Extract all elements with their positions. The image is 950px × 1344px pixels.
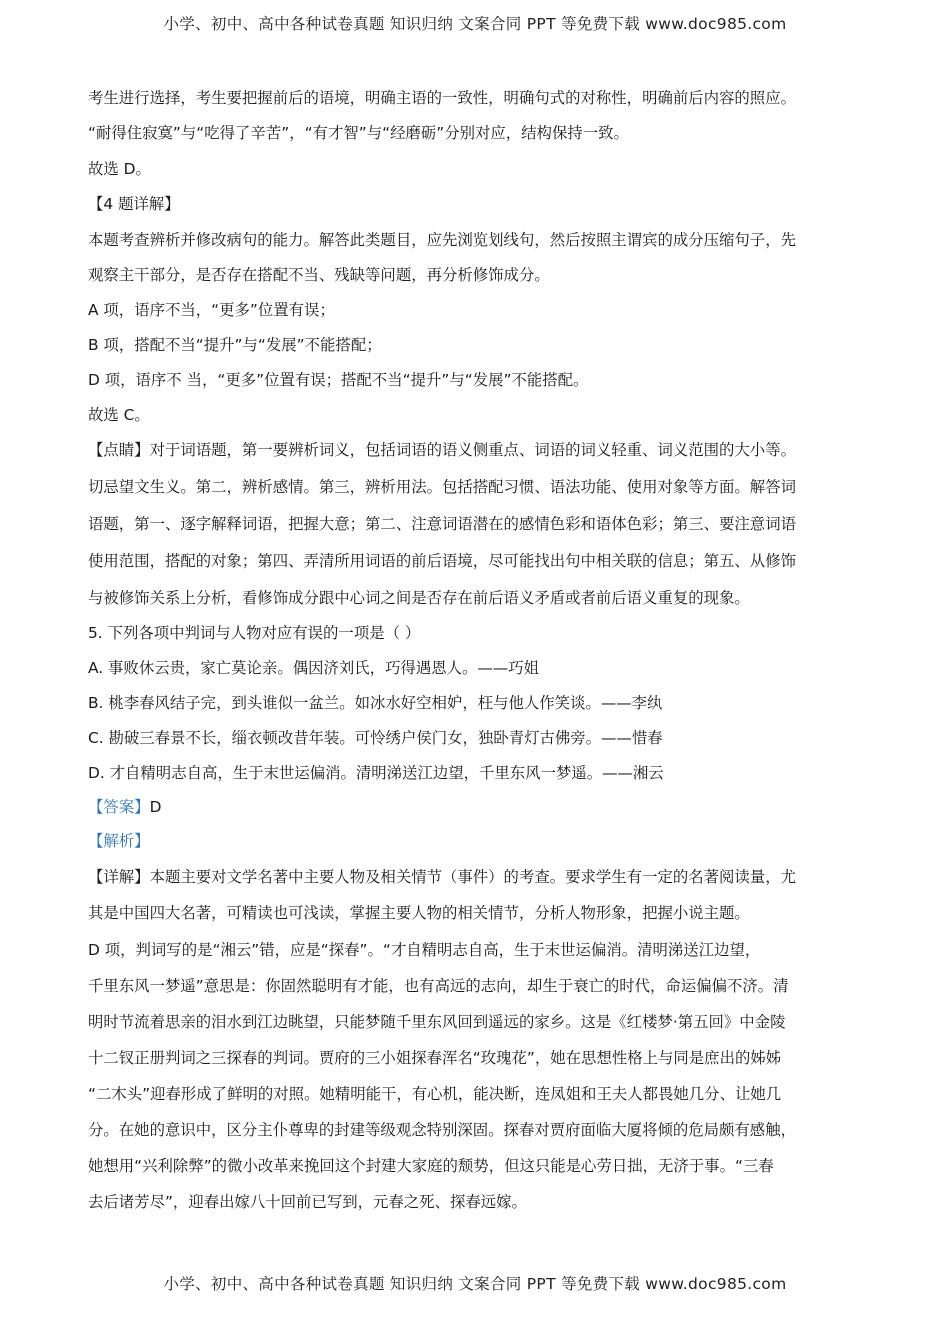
q4-tip-line-3: 语题，第一、逐字解释词语，把握大意；第二、注意词语潜在的感情色彩和语体色彩；第三、要注意词语 xyxy=(88,515,796,533)
q3-explanation-line-2: “耐得住寂寞”与“吃得了辛苦”，“有才智”与“经磨砺”分别对应，结构保持一致。 xyxy=(88,124,629,142)
q5-option-b: B. 桃李春风结子完，到头谁似一盆兰。如冰水好空相妒，枉与他人作笑谈。——李纨 xyxy=(88,694,663,712)
q5-detail-line-4: 千里东风一梦遥”意思是：你固然聪明有才能，也有高远的志向，却生于衰亡的时代，命运偏偏不济。清 xyxy=(88,977,789,995)
q4-tip-line-2: 切忌望文生义。第二，辨析感情。第三，辨析用法。包括搭配习惯、语法功能、使用对象等方面。解答词 xyxy=(88,478,796,496)
q4-heading: 【4 题详解】 xyxy=(88,195,180,213)
q4-option-d-analysis: D 项，语序不 当，“更多”位置有误；搭配不当“提升”与“发展”不能搭配。 xyxy=(88,371,589,389)
q5-detail-line-5: 明时节流着思亲的泪水到江边眺望，只能梦随千里东风回到遥远的家乡。这是《红楼梦·第五回》中金陵 xyxy=(88,1013,786,1031)
q5-detail-line-8: 分。在她的意识中，区分主仆尊卑的封建等级观念特别深固。探春对贾府面临大厦将倾的危局颇有感触， xyxy=(88,1121,796,1139)
q5-detail-line-1: 【详解】本题主要对文学名著中主要人物及相关情节（事件）的考查。要求学生有一定的名著阅读量，尤 xyxy=(88,868,796,886)
q4-tip-line-4: 使用范围，搭配的对象；第四、弄清所用词语的前后语境，尽可能找出句中相关联的信息；第五、从修饰 xyxy=(88,552,796,570)
q4-tip-line-5: 与被修饰关系上分析，看修饰成分跟中心词之间是否存在前后语义矛盾或者前后语义重复的现象。 xyxy=(88,589,750,607)
q5-option-a: A. 事败休云贵，家亡莫论亲。偶因济刘氏，巧得遇恩人。——巧姐 xyxy=(88,659,539,677)
q5-answer-row xyxy=(88,795,161,817)
q4-tip-line-1: 【点睛】对于词语题，第一要辨析词义，包括词语的语义侧重点、词语的词义轻重、词义范围的大小等。 xyxy=(88,441,796,459)
q5-analysis-label: 【解析】 xyxy=(88,832,150,850)
q4-intro-line-2: 观察主干部分，是否存在搭配不当、残缺等问题，再分析修饰成分。 xyxy=(88,266,550,284)
q4-intro-line-1: 本题考查辨析并修改病句的能力。解答此类题目，应先浏览划线句，然后按照主谓宾的成分压缩句子，先 xyxy=(88,231,796,249)
q5-detail-line-6: 十二钗正册判词之三探春的判词。贾府的三小姐探春浑名“玫瑰花”，她在思想性格上与同是庶出的姊姊 xyxy=(88,1049,782,1067)
q4-option-b-analysis: B 项，搭配不当“提升”与“发展”不能搭配； xyxy=(88,336,382,354)
q4-answer: 故选 C。 xyxy=(88,406,150,424)
q5-detail-line-2: 其是中国四大名著，可精读也可浅读，掌握主要人物的相关情节，分析人物形象，把握小说主题。 xyxy=(88,904,750,922)
header-banner: 小学、初中、高中各种试卷真题 知识归纳 文案合同 PPT 等免费下载 www.doc985.com xyxy=(163,15,787,33)
q5-option-d: D. 才自精明志自高，生于末世运偏消。清明涕送江边望，千里东风一梦遥。——湘云 xyxy=(88,764,664,782)
q5-answer-value: D xyxy=(149,798,162,816)
q5-answer-label: 【答案】 xyxy=(88,798,150,816)
q5-detail-line-10: 去后诸芳尽”，迎春出嫁八十回前已写到，元春之死、探春远嫁。 xyxy=(88,1193,527,1211)
q5-stem: 5. 下列各项中判词与人物对应有误的一项是（ ） xyxy=(88,624,421,642)
q5-detail-line-7: “二木头”迎春形成了鲜明的对照。她精明能干，有心机，能决断，连凤姐和王夫人都畏她几分、让她几 xyxy=(88,1085,782,1103)
q5-detail-line-3: D 项，判词写的是“湘云”错，应是“探春”。“才自精明志自高，生于末世运偏消。清明涕送江边望， xyxy=(88,941,761,959)
footer-banner: 小学、初中、高中各种试卷真题 知识归纳 文案合同 PPT 等免费下载 www.doc985.com xyxy=(163,1275,787,1293)
q3-explanation-line-1: 考生进行选择，考生要把握前后的语境，明确主语的一致性，明确句式的对称性，明确前后内容的照应。 xyxy=(88,89,796,107)
q4-option-a-analysis: A 项，语序不当，“更多”位置有误； xyxy=(88,301,335,319)
q3-answer: 故选 D。 xyxy=(88,160,151,178)
q5-option-c: C. 勘破三春景不长，缁衣顿改昔年装。可怜绣户侯门女，独卧青灯古佛旁。——惜春 xyxy=(88,729,663,747)
q5-detail-line-9: 她想用“兴利除弊”的微小改革来挽回这个封建大家庭的颓势，但这只能是心劳日拙，无济于事。“三春 xyxy=(88,1157,774,1175)
